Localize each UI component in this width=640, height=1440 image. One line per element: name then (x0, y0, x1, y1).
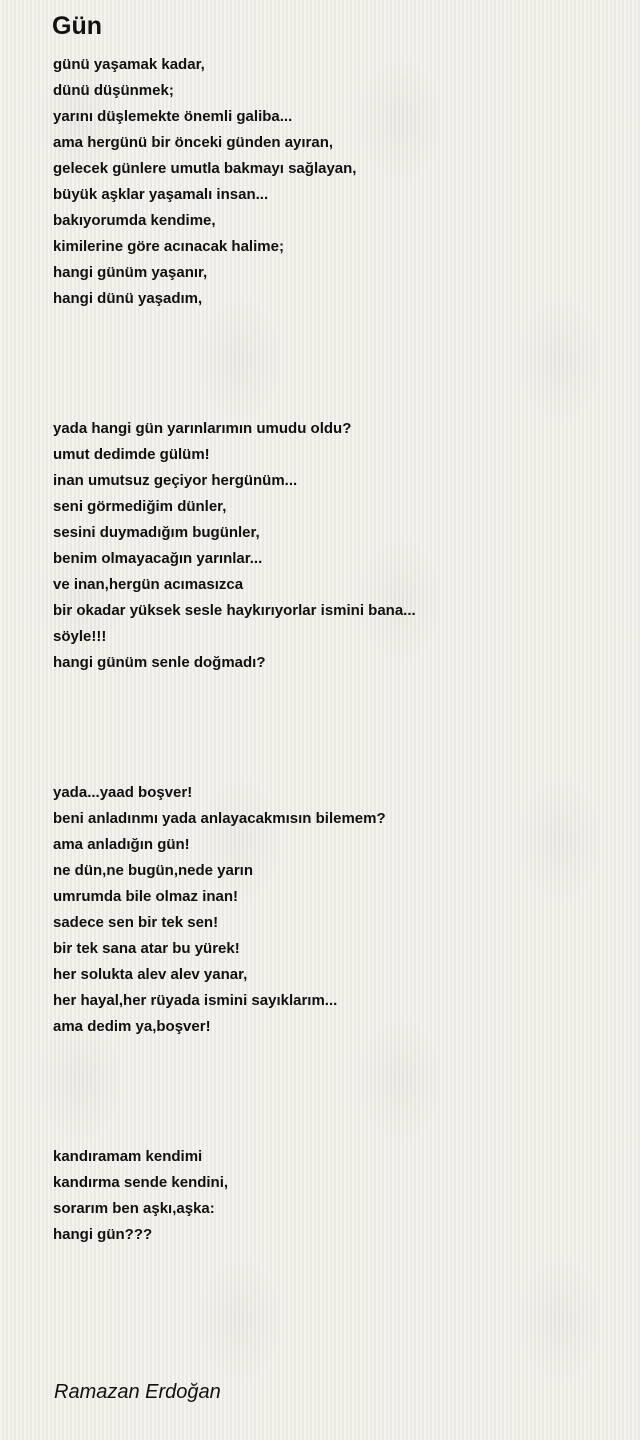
verse-line: sesini duymadığım bugünler, (53, 524, 260, 541)
verse-line: hangi gün??? (53, 1226, 153, 1243)
poem-author: Ramazan Erdoğan (54, 1381, 221, 1403)
verse-line: inan umutsuz geçiyor hergünüm... (53, 472, 298, 489)
verse-line: bakıyorumda kendime, (53, 212, 216, 229)
verse-line: yada hangi gün yarınlarımın umudu oldu? (53, 420, 352, 437)
verse-line: söyle!!! (53, 628, 107, 645)
verse-line: bir okadar yüksek sesle haykırıyorlar ismini bana... (53, 602, 416, 619)
verse-line: her solukta alev alev yanar, (53, 966, 248, 983)
verse-line: benim olmayacağın yarınlar... (53, 550, 263, 567)
verse-line: sorarım ben aşkı,aşka: (53, 1200, 215, 1217)
verse-line: hangi günüm senle doğmadı? (53, 654, 266, 671)
verse-line: seni görmediğim dünler, (53, 498, 227, 515)
verse-line: hangi günüm yaşanır, (53, 264, 208, 281)
verse-line: ama dedim ya,boşver! (53, 1018, 211, 1035)
verse-line: ama hergünü bir önceki günden ayıran, (53, 134, 334, 151)
verse-line: kandıramam kendimi (53, 1148, 203, 1165)
stanza-2 (53, 416, 613, 676)
stanza-3 (53, 780, 613, 1040)
verse-line: beni anladınmı yada anlayacakmısın bilemem? (53, 810, 386, 827)
verse-line: yada...yaad boşver! (53, 784, 193, 801)
verse-line: ama anladığın gün! (53, 836, 190, 853)
verse-line: dünü düşünmek; (53, 82, 174, 99)
verse-line: hangi dünü yaşadım, (53, 290, 203, 307)
stanza-4 (53, 1144, 613, 1248)
stanza-1 (53, 52, 613, 312)
verse-line: kandırma sende kendini, (53, 1174, 229, 1191)
poem-title: Gün (52, 12, 102, 40)
verse-line: gelecek günlere umutla bakmayı sağlayan, (53, 160, 357, 177)
verse-line: umut dedimde gülüm! (53, 446, 210, 463)
verse-line: büyük aşklar yaşamalı insan... (53, 186, 269, 203)
verse-line: sadece sen bir tek sen! (53, 914, 219, 931)
verse-line: kimilerine göre acınacak halime; (53, 238, 284, 255)
verse-line: ve inan,hergün acımasızca (53, 576, 244, 593)
verse-line: umrumda bile olmaz inan! (53, 888, 239, 905)
verse-line: bir tek sana atar bu yürek! (53, 940, 240, 957)
poem-body (53, 52, 613, 1352)
verse-line: yarını düşlemekte önemli galiba... (53, 108, 293, 125)
verse-line: günü yaşamak kadar, (53, 56, 205, 73)
verse-line: her hayal,her rüyada ismini sayıklarım... (53, 992, 338, 1009)
verse-line: ne dün,ne bugün,nede yarın (53, 862, 254, 879)
